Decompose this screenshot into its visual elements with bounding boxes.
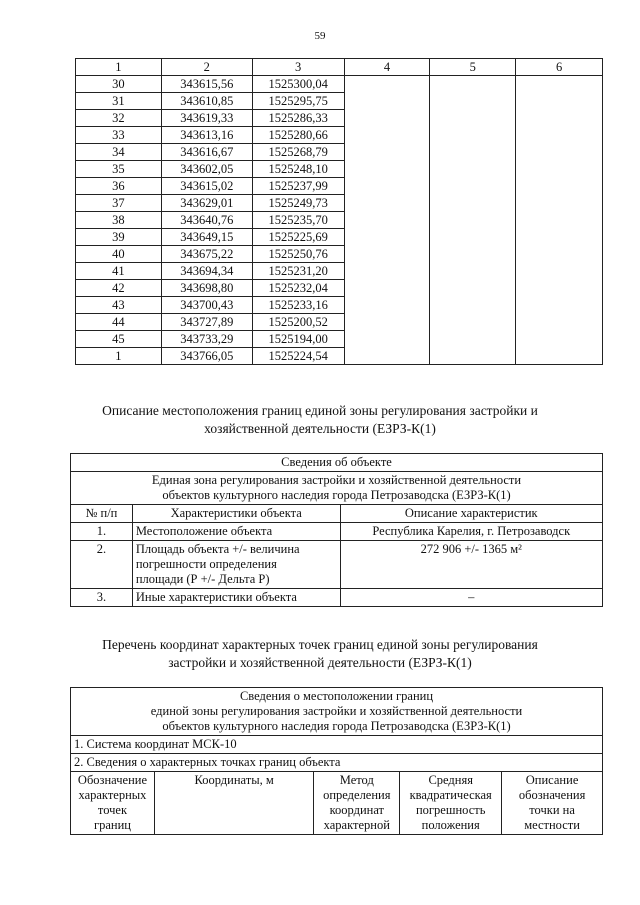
object-row <box>71 523 603 541</box>
x-coordinate: 343610,85 <box>161 93 252 110</box>
y-coordinate: 1525235,70 <box>252 212 344 229</box>
coordinates-table <box>75 58 603 365</box>
characteristic-line: площади (Р +/- Дельта Р) <box>135 572 270 586</box>
header-line: положения <box>421 818 480 832</box>
y-coordinate: 1525224,54 <box>252 348 344 365</box>
y-coordinate: 1525225,69 <box>252 229 344 246</box>
object-table-subtitle <box>71 472 603 505</box>
coords-row <box>76 76 603 93</box>
y-coordinate: 1525232,04 <box>252 280 344 297</box>
point-number: 41 <box>76 263 162 280</box>
point-number: 45 <box>76 331 162 348</box>
row-characteristic: Иные характеристики объекта <box>132 589 340 607</box>
y-coordinate: 1525248,10 <box>252 161 344 178</box>
coordinate-system: 1. Система координат МСК-10 <box>71 736 603 754</box>
col-mean-error <box>400 772 502 835</box>
header-line: Средняя <box>428 773 473 787</box>
y-coordinate: 1525194,00 <box>252 331 344 348</box>
x-coordinate: 343700,43 <box>161 297 252 314</box>
row-number: 2. <box>71 541 133 589</box>
point-number: 44 <box>76 314 162 331</box>
point-number: 36 <box>76 178 162 195</box>
empty-cell <box>344 76 430 365</box>
x-coordinate: 343629,01 <box>161 195 252 212</box>
heading-line: Перечень координат характерных точек границ единой зоны регулирования <box>102 637 538 652</box>
row-description: Республика Карелия, г. Петрозаводск <box>340 523 602 541</box>
y-coordinate: 1525286,33 <box>252 110 344 127</box>
header-line: Описание <box>525 773 579 787</box>
heading-line: застройки и хозяйственной деятельности (ЕЗРЗ-К(1) <box>168 655 472 670</box>
points-header-row <box>71 772 603 835</box>
header-line: определения <box>323 788 391 802</box>
x-coordinate: 343766,05 <box>161 348 252 365</box>
point-number: 42 <box>76 280 162 297</box>
characteristic-line: погрешности определения <box>135 557 277 571</box>
header-line: квадратическая <box>409 788 492 802</box>
y-coordinate: 1525200,52 <box>252 314 344 331</box>
heading-line: Описание местоположения границ единой зоны регулирования застройки и <box>102 403 538 418</box>
coords-header-cell: 2 <box>161 59 252 76</box>
header-line: обозначения <box>518 788 586 802</box>
x-coordinate: 343640,76 <box>161 212 252 229</box>
header-line: характерной <box>323 818 390 832</box>
row-description: 272 906 +/- 1365 м² <box>340 541 602 589</box>
point-number: 38 <box>76 212 162 229</box>
x-coordinate: 343675,22 <box>161 246 252 263</box>
point-number: 39 <box>76 229 162 246</box>
y-coordinate: 1525250,76 <box>252 246 344 263</box>
col-designation <box>71 772 155 835</box>
object-info-table <box>70 453 603 607</box>
x-coordinate: 343649,15 <box>161 229 252 246</box>
col-coordinates: Координаты, м <box>154 772 313 835</box>
title-line: объектов культурного наследия города Петрозаводска (ЕЗРЗ-К(1) <box>162 719 511 733</box>
points-info: 2. Сведения о характерных точках границ объекта <box>71 754 603 772</box>
y-coordinate: 1525231,20 <box>252 263 344 280</box>
x-coordinate: 343694,34 <box>161 263 252 280</box>
x-coordinate: 343733,29 <box>161 331 252 348</box>
point-number: 37 <box>76 195 162 212</box>
characteristic-line: Площадь объекта +/- величина <box>135 542 300 556</box>
x-coordinate: 343613,16 <box>161 127 252 144</box>
row-number: 1. <box>71 523 133 541</box>
y-coordinate: 1525249,73 <box>252 195 344 212</box>
page-number: 59 <box>314 30 326 42</box>
x-coordinate: 343616,67 <box>161 144 252 161</box>
header-line: местности <box>524 818 580 832</box>
title-line: Сведения о местоположении границ <box>239 689 434 703</box>
heading-line: хозяйственной деятельности (ЕЗРЗ-К(1) <box>204 421 436 436</box>
point-number: 31 <box>76 93 162 110</box>
point-number: 1 <box>76 348 162 365</box>
coords-header-cell: 1 <box>76 59 162 76</box>
header-line: погрешность <box>415 803 486 817</box>
y-coordinate: 1525233,16 <box>252 297 344 314</box>
coords-header-cell: 3 <box>252 59 344 76</box>
y-coordinate: 1525237,99 <box>252 178 344 195</box>
coords-header-row <box>76 59 603 76</box>
header-line: границ <box>93 818 131 832</box>
boundary-points-table <box>70 687 603 835</box>
col-point-description <box>502 772 603 835</box>
point-number: 34 <box>76 144 162 161</box>
row-characteristic <box>132 541 340 589</box>
header-line: точки на <box>529 803 575 817</box>
y-coordinate: 1525295,75 <box>252 93 344 110</box>
header-line: точек <box>97 803 128 817</box>
col-header-description: Описание характеристик <box>340 505 602 523</box>
point-number: 40 <box>76 246 162 263</box>
col-method <box>314 772 400 835</box>
point-number: 43 <box>76 297 162 314</box>
header-line: Метод <box>339 773 374 787</box>
coords-header-cell: 5 <box>430 59 516 76</box>
point-number: 30 <box>76 76 162 93</box>
header-line: координат <box>329 803 385 817</box>
col-header-number: № п/п <box>71 505 133 523</box>
coords-header-cell: 6 <box>516 59 603 76</box>
zone-description-heading <box>60 402 580 438</box>
x-coordinate: 343602,05 <box>161 161 252 178</box>
object-table-title: Сведения об объекте <box>71 454 603 472</box>
object-row <box>71 589 603 607</box>
empty-cell <box>516 76 603 365</box>
subtitle-line: объектов культурного наследия города Петрозаводска (ЕЗРЗ-К(1) <box>162 488 511 502</box>
coords-header-cell: 4 <box>344 59 430 76</box>
point-number: 33 <box>76 127 162 144</box>
coordinates-list-heading <box>60 636 580 672</box>
y-coordinate: 1525300,04 <box>252 76 344 93</box>
point-number: 32 <box>76 110 162 127</box>
empty-cell <box>430 76 516 365</box>
subtitle-line: Единая зона регулирования застройки и хозяйственной деятельности <box>151 473 522 487</box>
header-line: Обозначение <box>77 773 147 787</box>
x-coordinate: 343727,89 <box>161 314 252 331</box>
y-coordinate: 1525268,79 <box>252 144 344 161</box>
object-row <box>71 541 603 589</box>
y-coordinate: 1525280,66 <box>252 127 344 144</box>
title-line: единой зоны регулирования застройки и хозяйственной деятельности <box>150 704 523 718</box>
row-number: 3. <box>71 589 133 607</box>
x-coordinate: 343615,56 <box>161 76 252 93</box>
points-table-title <box>71 688 603 736</box>
x-coordinate: 343615,02 <box>161 178 252 195</box>
header-line: характерных <box>78 788 147 802</box>
x-coordinate: 343698,80 <box>161 280 252 297</box>
row-description: – <box>340 589 602 607</box>
x-coordinate: 343619,33 <box>161 110 252 127</box>
point-number: 35 <box>76 161 162 178</box>
col-header-characteristic: Характеристики объекта <box>132 505 340 523</box>
row-characteristic: Местоположение объекта <box>132 523 340 541</box>
